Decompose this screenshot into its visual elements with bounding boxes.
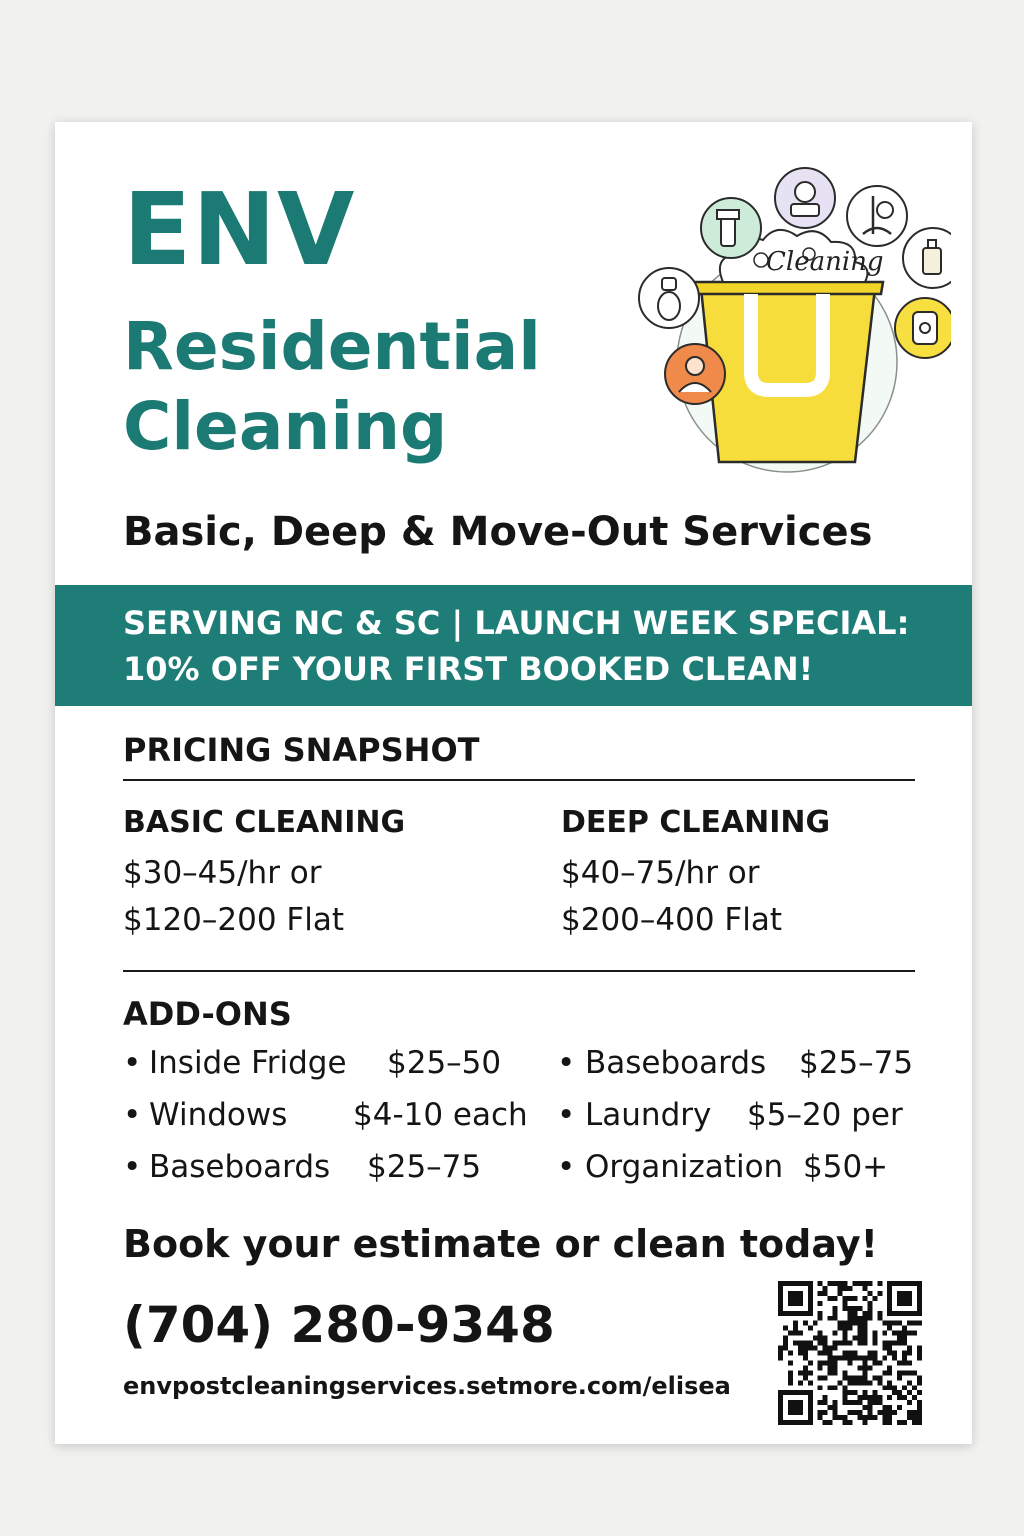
mop-icon xyxy=(847,186,907,246)
addon-price: $4-10 each xyxy=(353,1097,528,1133)
addon-name: Baseboards xyxy=(149,1149,331,1185)
addons-title: ADD-ONS xyxy=(123,995,292,1033)
maid-icon xyxy=(665,344,725,404)
promo-banner xyxy=(55,585,972,706)
divider xyxy=(123,970,915,972)
cleaner-bottle-icon xyxy=(903,228,951,288)
addon-item: • xyxy=(557,1097,576,1133)
basic-cleaning-title: BASIC CLEANING xyxy=(123,805,406,840)
phone-number[interactable]: (704) 280-9348 xyxy=(123,1296,555,1354)
illustration-label: Cleaning xyxy=(766,247,884,277)
services-tagline: Basic, Deep & Move-Out Services xyxy=(123,509,873,555)
toilet-icon xyxy=(639,268,699,328)
business-name-line2: Cleaning xyxy=(123,388,448,465)
deep-cleaning-title: DEEP CLEANING xyxy=(561,805,831,840)
addon-name: Baseboards xyxy=(585,1045,767,1081)
addon-price: $25–75 xyxy=(367,1149,482,1185)
promo-banner-line1: SERVING NC & SC | LAUNCH WEEK SPECIAL: xyxy=(123,604,910,642)
addon-name: Laundry xyxy=(585,1097,712,1133)
addon-item: • xyxy=(557,1045,576,1081)
deep-cleaning-flat: $200–400 Flat xyxy=(561,902,783,938)
cleaning-illustration xyxy=(611,162,951,480)
addon-name: Organization xyxy=(585,1149,784,1185)
addon-item: • xyxy=(123,1097,142,1133)
spray-bottle-icon xyxy=(701,198,761,258)
addon-item: • xyxy=(123,1149,142,1185)
flyer xyxy=(55,122,972,1444)
addon-name: Inside Fridge xyxy=(149,1045,347,1081)
addon-name: Windows xyxy=(149,1097,288,1133)
call-to-action: Book your estimate or clean today! xyxy=(123,1222,878,1266)
pricing-title: PRICING SNAPSHOT xyxy=(123,731,480,769)
vacuum-icon xyxy=(775,168,835,228)
promo-banner-line2: 10% OFF YOUR FIRST BOOKED CLEAN! xyxy=(123,650,814,688)
addon-item: • xyxy=(123,1045,142,1081)
basic-cleaning-rate: $30–45/hr or xyxy=(123,855,322,891)
addon-price: $50+ xyxy=(803,1149,889,1185)
qr-code-icon[interactable] xyxy=(778,1281,922,1425)
addon-price: $5–20 per xyxy=(747,1097,903,1133)
addon-price: $25–75 xyxy=(799,1045,914,1081)
brand-title: ENV xyxy=(123,171,356,288)
deep-cleaning-rate: $40–75/hr or xyxy=(561,855,760,891)
soap-dispenser-icon xyxy=(895,298,951,358)
addon-price: $25–50 xyxy=(387,1045,502,1081)
booking-url[interactable]: envpostcleaningservices.setmore.com/elisea xyxy=(123,1372,731,1400)
basic-cleaning-flat: $120–200 Flat xyxy=(123,902,345,938)
business-name-line1: Residential xyxy=(123,308,541,385)
addon-item: • xyxy=(557,1149,576,1185)
divider xyxy=(123,779,915,781)
